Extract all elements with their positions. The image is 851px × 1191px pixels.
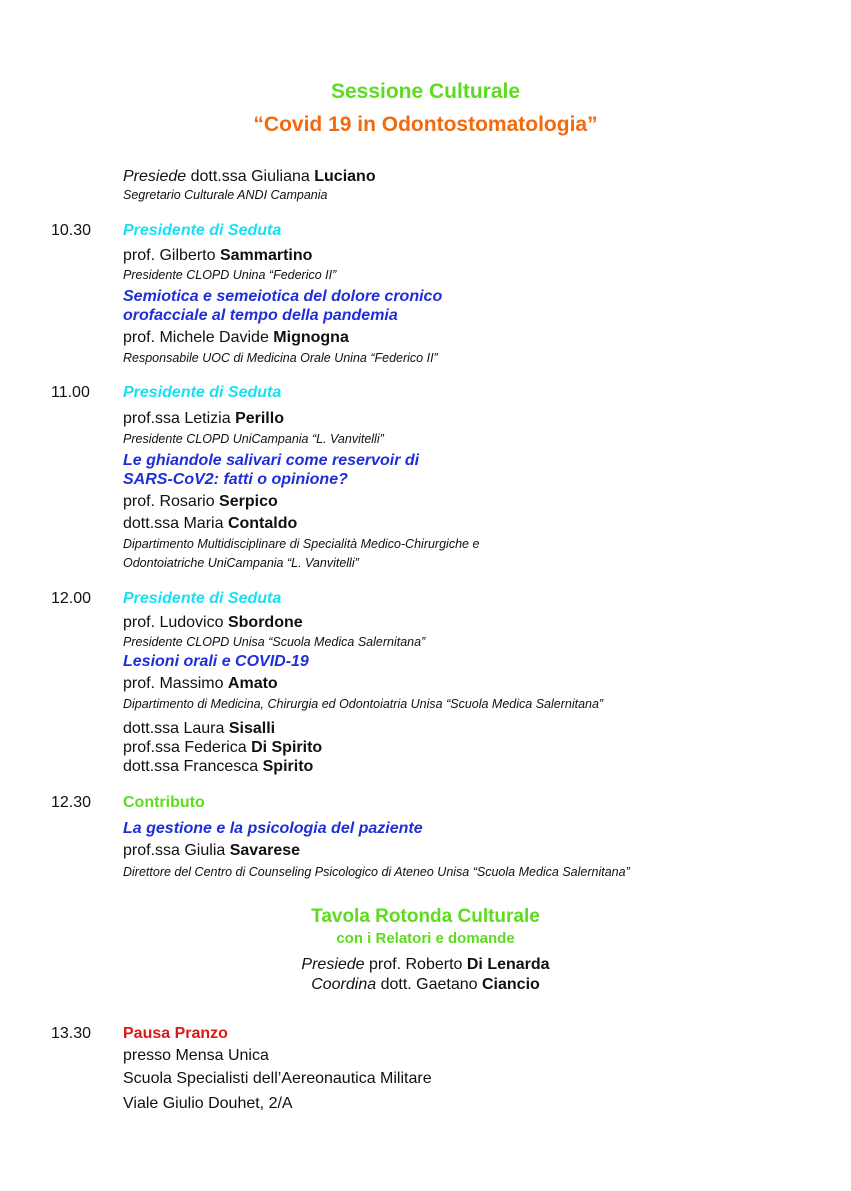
round-table-chair-surname: Di Lenarda xyxy=(466,956,550,973)
s4-speaker-title: prof.ssa Giulia xyxy=(123,842,226,859)
time-10-30: 10.30 xyxy=(51,222,92,239)
s4-talk: La gestione e la psicologia del paziente xyxy=(123,820,423,837)
s3-president-surname: Sbordone xyxy=(227,614,303,631)
s2-speaker2-title: dott.ssa Maria xyxy=(123,515,224,532)
s3-co1 xyxy=(123,720,275,738)
s1-president-title: prof. Gilberto xyxy=(123,247,216,264)
s1-talk-line1: Semiotica e semeiotica del dolore cronico xyxy=(123,288,443,305)
session-title: Sessione Culturale xyxy=(330,80,521,103)
s3-president-role: Presidente CLOPD Unisa “Scuola Medica Salernitana” xyxy=(123,635,426,649)
s2-speaker1-surname: Serpico xyxy=(219,493,278,510)
s2-label: Presidente di Seduta xyxy=(123,384,282,401)
session-chair xyxy=(123,168,376,186)
round-table-coord-surname: Ciancio xyxy=(482,976,540,993)
s2-talk-line2: SARS-CoV2: fatti o opinione? xyxy=(123,471,348,488)
s3-speaker-role: Dipartimento di Medicina, Chirurgia ed Odontoiatria Unisa “Scuola Medica Salernitana” xyxy=(123,697,604,711)
lunch-label: Pausa Pranzo xyxy=(123,1025,228,1042)
time-13-30: 13.30 xyxy=(51,1025,92,1042)
s3-co2-surname: Di Spirito xyxy=(251,739,323,756)
chair-title: dott.ssa Giuliana xyxy=(190,168,310,185)
s3-co3-surname: Spirito xyxy=(262,758,314,775)
time-12-30: 12.30 xyxy=(51,794,92,811)
lunch-line1: presso Mensa Unica xyxy=(123,1047,269,1064)
s1-speaker xyxy=(123,329,349,347)
lunch-address: Viale Giulio Douhet, 2/A xyxy=(123,1095,293,1112)
s2-president xyxy=(123,410,284,428)
s3-president xyxy=(123,614,303,632)
s2-speaker1 xyxy=(123,493,278,511)
s1-speaker-surname: Mignogna xyxy=(273,329,349,346)
s3-co1-surname: Sisalli xyxy=(228,720,276,737)
s4-speaker xyxy=(123,842,300,860)
s1-speaker-title: prof. Michele Davide xyxy=(123,329,269,346)
s3-president-title: prof. Ludovico xyxy=(123,614,224,631)
s2-speaker2 xyxy=(123,515,297,533)
lunch-line2: Scuola Specialisti dell’Aereonautica Militare xyxy=(123,1070,432,1087)
s4-label: Contributo xyxy=(123,794,205,811)
round-table-subtitle: con i Relatori e domande xyxy=(336,930,515,947)
round-table-chair-title: prof. Roberto xyxy=(369,956,463,973)
s3-co3 xyxy=(123,758,313,776)
round-table-coordinator xyxy=(0,976,851,994)
s4-speaker-role: Direttore del Centro di Counseling Psicologico di Ateneo Unisa “Scuola Medica Salernitana” xyxy=(123,865,630,879)
s3-speaker xyxy=(123,675,278,693)
s3-speaker-surname: Amato xyxy=(227,675,278,692)
s1-talk-line2: orofacciale al tempo della pandemia xyxy=(123,307,398,324)
s2-speaker1-title: prof. Rosario xyxy=(123,493,215,510)
round-table-chair xyxy=(0,956,851,974)
s2-president-title: prof.ssa Letizia xyxy=(123,410,231,427)
round-table-coord-prefix: Coordina xyxy=(311,976,377,993)
s3-talk: Lesioni orali e COVID-19 xyxy=(123,653,309,670)
s3-co1-title: dott.ssa Laura xyxy=(123,720,225,737)
s3-co3-title: dott.ssa Francesca xyxy=(123,758,259,775)
s2-speaker-role-line1: Dipartimento Multidisciplinare di Specialità Medico-Chirurgiche e xyxy=(123,537,480,551)
s2-president-surname: Perillo xyxy=(235,410,284,427)
round-table-title: Tavola Rotonda Culturale xyxy=(311,906,540,927)
s1-president xyxy=(123,247,312,265)
s1-president-role: Presidente CLOPD Unina “Federico II” xyxy=(123,268,337,282)
s2-talk-line1: Le ghiandole salivari come reservoir di xyxy=(123,452,420,469)
s1-president-surname: Sammartino xyxy=(219,247,313,264)
time-12-00: 12.00 xyxy=(51,590,92,607)
round-table-chair-prefix: Presiede xyxy=(301,956,365,973)
s1-label: Presidente di Seduta xyxy=(123,222,282,239)
round-table-coord-title: dott. Gaetano xyxy=(380,976,478,993)
s2-speaker-role-line2: Odontoiatriche UniCampania “L. Vanvitelli” xyxy=(123,556,359,570)
session-subtitle: “Covid 19 in Odontostomatologia” xyxy=(253,113,598,136)
chair-prefix: Presiede xyxy=(123,168,187,185)
s3-speaker-title: prof. Massimo xyxy=(123,675,224,692)
chair-role: Segretario Culturale ANDI Campania xyxy=(123,188,328,202)
time-11-00: 11.00 xyxy=(51,384,90,401)
s2-speaker2-surname: Contaldo xyxy=(227,515,298,532)
chair-surname: Luciano xyxy=(314,168,376,185)
s4-speaker-surname: Savarese xyxy=(229,842,301,859)
s2-president-role: Presidente CLOPD UniCampania “L. Vanvitelli” xyxy=(123,432,384,446)
s3-co2-title: prof.ssa Federica xyxy=(123,739,247,756)
s1-speaker-role: Responsabile UOC di Medicina Orale Unina “Federico II” xyxy=(123,351,438,365)
s3-co2 xyxy=(123,739,322,757)
s3-label: Presidente di Seduta xyxy=(123,590,282,607)
